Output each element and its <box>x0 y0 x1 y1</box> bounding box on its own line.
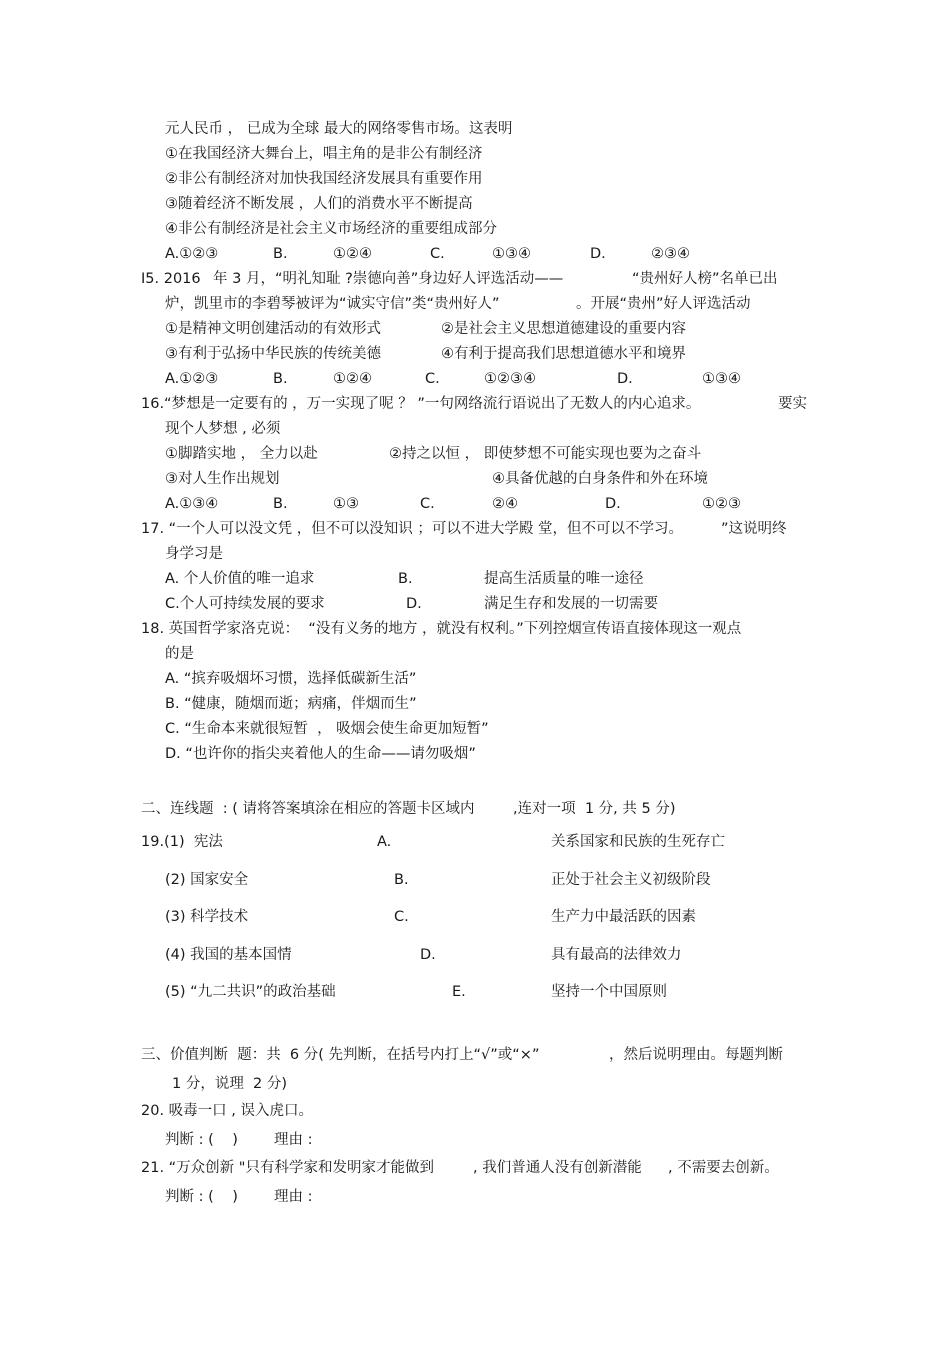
q15-option-d: ①③④ <box>702 371 741 387</box>
q17-line2: 身学习是 <box>165 546 223 562</box>
q16-option-c-label: C. <box>420 496 435 512</box>
q15-line1-b: 年 3 月，“明礼知耻 ?崇德向善”身边好人评选活动—— <box>213 271 564 287</box>
q21-stem-b: , 我们普通人没有创新潜能 <box>473 1160 642 1176</box>
q21-judge: 判断 : ( ) <box>165 1189 238 1205</box>
q14-option-b: ①②④ <box>333 246 372 262</box>
section2-heading-b: ,连对一项 1 分, 共 5 分) <box>513 801 676 817</box>
q15-option-c: ①②③④ <box>484 371 536 387</box>
q15-option-b: ①②④ <box>333 371 372 387</box>
q20-reason: 理由 : <box>274 1132 313 1148</box>
q15-item-2: ②是社会主义思想道德建设的重要内容 <box>441 321 686 337</box>
q18-option-d: D. “也许你的指尖夹着他人的生命——请勿吸烟” <box>165 746 476 762</box>
match-mid-5: E. <box>452 984 466 1000</box>
q16-item-2: ②持之以恒 ， 即使梦想不可能实现也要为之奋斗 <box>389 446 702 462</box>
q14-option-c-label: C. <box>430 246 445 262</box>
q14-item-4: ④非公有制经济是社会主义市场经济的重要组成部分 <box>165 221 497 237</box>
q17-line1-b: ”这说明终 <box>721 521 787 537</box>
q18-option-a: A. “摈弃吸烟坏习惯，选择低碳新生活” <box>165 671 417 687</box>
q18-line1: 18. 英国哲学家洛克说： “没有义务的地方 ，就没有权利。”下列控烟宣传语直接体现这一观点 <box>141 621 742 637</box>
q17-option-d: 满足生存和发展的一切需要 <box>484 596 658 612</box>
q15-line2-a: 炉，凯里市的李碧琴被评为“诚实守信”类“贵州好人” <box>165 296 500 312</box>
q14-item-2: ②非公有制经济对加快我国经济发展具有重要作用 <box>165 171 483 187</box>
section3-heading-b: ，然后说明理由。每题判断 <box>609 1047 783 1063</box>
q17-option-d-label: D. <box>406 596 422 612</box>
q15-option-a: A.①②③ <box>165 371 219 387</box>
q21-stem-c: , 不需要去创新。 <box>668 1160 779 1176</box>
q20-judge: 判断 : ( ) <box>165 1132 238 1148</box>
q16-item-1: ①脚踏实地 ， 全力以赴 <box>165 446 318 462</box>
match-right-2: 正处于社会主义初级阶段 <box>551 872 711 888</box>
q15-option-c-label: C. <box>425 371 440 387</box>
q18-line2: 的是 <box>165 646 194 662</box>
q14-option-d-label: D. <box>590 246 606 262</box>
match-left-2: (2) 国家安全 <box>165 872 249 888</box>
q15-item-4: ④有利于提高我们思想道德水平和境界 <box>441 346 686 362</box>
q17-option-a: A. 个人价值的唯一追求 <box>165 571 315 587</box>
q14-option-c: ①③④ <box>492 246 531 262</box>
match-left-3: (3) 科学技术 <box>165 909 249 925</box>
q16-item-3: ③对人生作出规划 <box>165 471 280 487</box>
q16-option-b: ①③ <box>333 496 359 512</box>
q17-option-b: 提高生活质量的唯一途径 <box>484 571 644 587</box>
q16-option-a: A.①③④ <box>165 496 219 512</box>
q16-option-c: ②④ <box>492 496 518 512</box>
match-mid-3: C. <box>394 909 409 925</box>
q14-stem-tail: 元人民币 ， 已成为全球 最大的网络零售市场。这表明 <box>165 121 513 137</box>
match-left-5: (5) “九二共识”的政治基础 <box>165 984 336 1000</box>
q20-stem: 20. 吸毒一口 , 误入虎口。 <box>141 1103 313 1119</box>
q14-item-1: ①在我国经济大舞台上，唱主角的是非公有制经济 <box>165 146 483 162</box>
q17-option-c: C.个人可持续发展的要求 <box>165 596 325 612</box>
q16-line1-a: 16.“梦想是一定要有的 ，万一实现了呢 ？ ”一句网络流行语说出了无数人的内心追求。 <box>141 396 701 412</box>
q15-item-3: ③有利于弘扬中华民族的传统美德 <box>165 346 381 362</box>
q14-option-a: A.①②③ <box>165 246 219 262</box>
q17-option-b-label: B. <box>398 571 413 587</box>
q16-option-d-label: D. <box>605 496 621 512</box>
match-right-3: 生产力中最活跃的因素 <box>551 909 696 925</box>
section3-heading-line2: 1 分，说理 2 分) <box>172 1076 288 1092</box>
q17-line1-a: 17. “一个人可以没文凭 ，但不可以没知识 ；可以不进大学殿 堂，但不可以不学习。 <box>141 521 684 537</box>
match-right-4: 具有最高的法律效力 <box>551 947 682 963</box>
match-mid-4: D. <box>420 947 436 963</box>
q21-reason: 理由 : <box>274 1189 313 1205</box>
section2-heading-a: 二、连线题 : ( 请将答案填涂在相应的答题卡区域内 <box>141 801 475 817</box>
q16-option-b-label: B. <box>273 496 288 512</box>
q16-option-d: ①②③ <box>702 496 741 512</box>
match-mid-2: B. <box>394 872 409 888</box>
q15-option-b-label: B. <box>273 371 288 387</box>
q18-option-c: C. “生命本来就很短暂 ， 吸烟会使生命更加短暂” <box>165 721 489 737</box>
q18-option-b: B. “健康，随烟而逝；病痛，伴烟而生” <box>165 696 417 712</box>
match-left-4: (4) 我国的基本国情 <box>165 947 292 963</box>
q15-line1-a: I5. 2016 <box>141 271 201 287</box>
q15-line1-c: “贵州好人榜”名单已出 <box>632 271 778 287</box>
match-left-1: 19.(1) 宪法 <box>141 834 223 850</box>
match-right-1: 关系国家和民族的生死存亡 <box>551 834 725 850</box>
q21-stem-a: 21. “万众创新 "只有科学家和发明家才能做到 <box>141 1160 434 1176</box>
match-right-5: 坚持一个中国原则 <box>551 984 667 1000</box>
match-mid-1: A. <box>377 834 392 850</box>
q14-item-3: ③随着经济不断发展 ，人们的消费水平不断提高 <box>165 196 473 212</box>
q15-option-d-label: D. <box>617 371 633 387</box>
q14-option-b-label: B. <box>273 246 288 262</box>
section3-heading-a: 三、价值判断 题：共 6 分( 先判断，在括号内打上“√”或“×” <box>141 1047 540 1063</box>
q15-line2-b: 。开展“贵州”好人评选活动 <box>576 296 751 312</box>
q15-item-1: ①是精神文明创建活动的有效形式 <box>165 321 381 337</box>
q16-line2: 现个人梦想 , 必须 <box>165 421 281 437</box>
q16-item-4: ④具备优越的白身条件和外在环境 <box>492 471 708 487</box>
q16-line1-b: 要实 <box>778 396 807 412</box>
q14-option-d: ②③④ <box>651 246 690 262</box>
